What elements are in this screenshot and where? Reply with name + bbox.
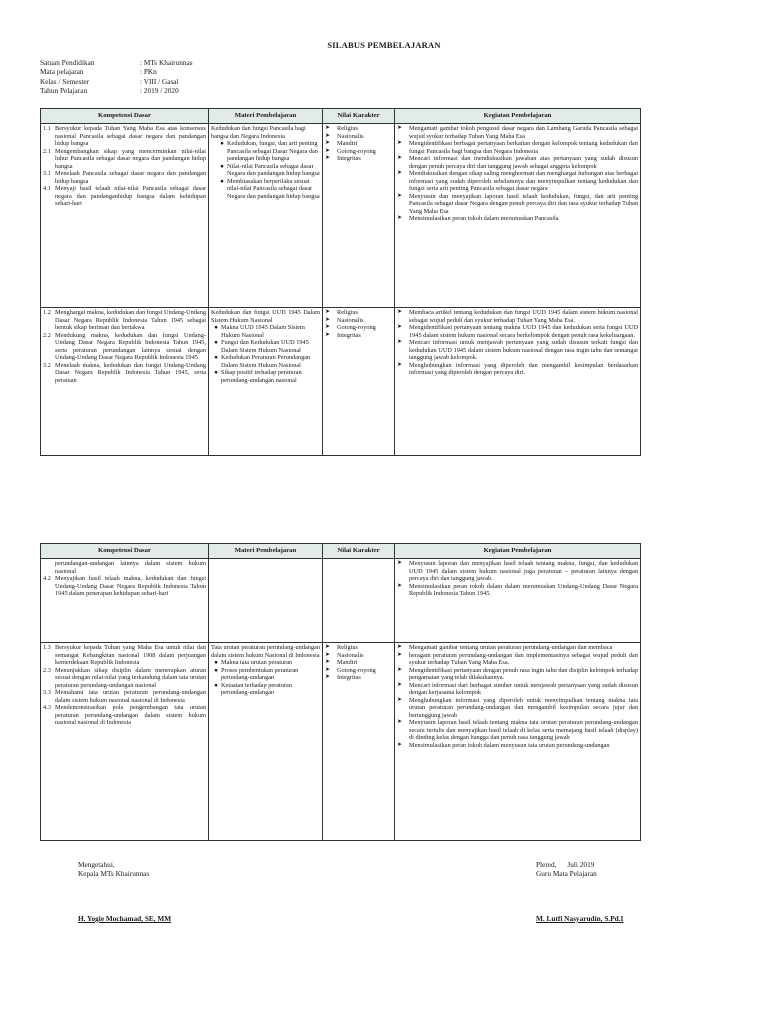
nilai-cell xyxy=(323,124,395,308)
kegiatan-item xyxy=(397,719,638,742)
nilai-text: Religius xyxy=(337,309,358,316)
materi-text: Fungsi dan Kedudukan UUD 1945 Dalam Sistem Hukum Nasional xyxy=(221,339,309,354)
kd-text: Menunjukkan sikap disiplin dalam menerapkan aturan sesuai dengan nilai-nilai yang terkandung dalam tata urutan peraturan perundang-undangan nasional xyxy=(55,666,206,689)
page-title: SILABUS PEMBELAJARAN xyxy=(327,40,441,50)
materi-text: Nilai-nilai Pancasila sebagai dasar Negara dan pandangan hidup bangsa xyxy=(227,162,320,177)
materi-text: Kedudukan, fungsi, dan arti penting Pancasila sebagai Dasar Negara dan pandangan hidup bangsa xyxy=(227,140,318,162)
signature-left-line1: Mengetahui, xyxy=(78,860,115,869)
kd-item xyxy=(43,362,206,385)
kegiatan-text: Mensimulasikan peran tokoh dalam dalam merumuskan Undang-Undang Dasar Negara Republik Indonesia Tahun 1945. xyxy=(409,582,638,597)
materi-text: Proses pembentukan peraturan perundang-undangan xyxy=(221,666,299,681)
kd-text: Mengembangkan sikap yang mencerminkan nilai-nilai luhur Pancasila sebagai dasar negara dan pandangan hidup bangsa xyxy=(55,147,206,170)
arrow-bullet-icon: ➤ xyxy=(397,651,403,658)
info-value: : VIII / Gasal xyxy=(140,76,179,86)
kegiatan-text: beragam peraturan perundang-undangan dan implementasinya sebagai wujud peduli dan syukur terhadap Tuhan Yang Maha Esa. xyxy=(409,651,638,666)
arrow-bullet-icon: ➤ xyxy=(397,125,403,131)
kegiatan-item xyxy=(397,644,638,652)
materi-text: Ketaatan terhadap peraturan perundang-undangan xyxy=(221,681,292,696)
table-row xyxy=(41,643,641,841)
arrow-bullet-icon: ➤ xyxy=(397,309,403,315)
nilai-item xyxy=(325,652,392,660)
nilai-text: Nasionalis xyxy=(337,316,364,324)
kd-continuation: perundangan-undangan lainnya dalam sistem hukum nasional xyxy=(55,560,206,575)
arrow-bullet-icon: ➤ xyxy=(397,170,403,176)
materi-intro: Tata urutan peraturan perundang-undangan dalam sistem hukum Nasional di Indonesia xyxy=(211,644,320,659)
info-value: : MTs Khairunnas xyxy=(140,58,193,67)
kd-cell xyxy=(41,308,209,456)
info-label: Mata pelajaran xyxy=(40,67,84,77)
kegiatan-cell xyxy=(395,559,641,643)
kegiatan-item xyxy=(397,682,638,697)
kegiatan-text: Mencari informasi untuk menjawab pertanyaan yang sudah disusun terkait fungsi dan kedudukan UUD 1945 dalam sistem hukum nasional dengan rasa ingin tahu dan semangat tanggung jawab kelompok. xyxy=(409,339,638,361)
kegiatan-cell xyxy=(395,308,641,456)
arrow-bullet-icon: ➤ xyxy=(397,560,403,566)
materi-bullet xyxy=(211,324,320,339)
materi-text: Membiasakan berperilaku sesuai nilai-nilai Pancasila sebagai dasar Negara dan pandangan hidup bangsa xyxy=(227,177,320,200)
kd-item xyxy=(43,309,206,332)
arrow-bullet-icon: ➤ xyxy=(397,140,403,146)
materi-text: Makna UUD 1945 Dalam Sistem Hukum Nasional xyxy=(221,324,305,339)
kd-item xyxy=(43,125,206,148)
kegiatan-text: Mengidentifikasi berbagai pertanyaan berkaitan dengan kelompok tentang kedudukan dan fungsi Pancasila bagi bangsa dan Negara Indonesia xyxy=(409,140,638,155)
nilai-text: Nasionalis xyxy=(337,651,364,659)
kegiatan-item xyxy=(397,309,638,324)
header-nilai-karakter: Nilai Karakter xyxy=(323,109,395,124)
info-row-mapel xyxy=(40,67,193,76)
kegiatan-item xyxy=(397,324,638,339)
kd-item xyxy=(43,667,206,690)
kd-number: 3.1 xyxy=(43,170,51,177)
arrow-bullet-icon: ➤ xyxy=(325,147,331,154)
header-kompetensi-dasar: Kompetensi Dasar xyxy=(41,544,209,559)
arrow-bullet-icon: ➤ xyxy=(325,155,331,161)
nilai-cell xyxy=(323,308,395,456)
info-label: Satuan Pendidikan xyxy=(40,58,95,67)
kegiatan-text: Menghubungkan informasi yang diperoleh dan mengambil kesimpulan berdasarkan informasi yang diperoleh dengan percaya diri. xyxy=(409,361,638,376)
arrow-bullet-icon: ➤ xyxy=(397,582,403,589)
nilai-item xyxy=(325,133,392,141)
kegiatan-item xyxy=(397,339,638,362)
kegiatan-text: Mencari informasi dan mendiskusikan jawaban atas pertanyaan yang sudah disusun dengan penuh percaya diri dan tanggung jawab sebagai anggota kelompok xyxy=(409,155,638,170)
kegiatan-item xyxy=(397,170,638,193)
nilai-item xyxy=(325,140,392,148)
signature-right xyxy=(536,860,597,879)
signature-right-line1: Plered, Juli 2019 xyxy=(536,860,595,869)
nilai-item xyxy=(325,659,392,667)
arrow-bullet-icon: ➤ xyxy=(397,666,403,673)
kegiatan-text: Membaca artikel tentang kedudukan dan fungsi UUD 1945 dalam sistem hukum nasional sebagai wujud peduli dan syukur terhadap Tuhan Yang Maha Esa. xyxy=(409,309,638,324)
kd-number: 3.2 xyxy=(43,361,51,369)
table-row xyxy=(41,559,641,643)
nilai-text: Religius xyxy=(337,125,358,132)
nilai-text: Integritas xyxy=(337,674,361,681)
kd-text: Memahami tata urutan peraturan perundang-undangan dalam sistem hukum nasional nasional di Indonesia xyxy=(55,689,206,704)
kd-item xyxy=(43,689,206,704)
kegiatan-item xyxy=(397,742,638,750)
kd-number: 2.2 xyxy=(43,331,51,339)
materi-bullet xyxy=(211,667,320,682)
kd-item xyxy=(43,575,206,598)
table-row xyxy=(41,308,641,456)
nilai-item xyxy=(325,317,392,325)
arrow-bullet-icon: ➤ xyxy=(397,215,403,221)
nilai-item xyxy=(325,324,392,332)
materi-bullet xyxy=(211,369,320,384)
nilai-text: Mandiri xyxy=(337,659,358,666)
kegiatan-text: Mengamati gambar tentang urutan peraturan perundang-undangan dan membaca xyxy=(409,644,613,651)
nilai-item xyxy=(325,667,392,675)
kegiatan-item xyxy=(397,125,638,140)
bullet-dot-icon: ● xyxy=(214,339,218,346)
nilai-item xyxy=(325,332,392,340)
kegiatan-item xyxy=(397,652,638,667)
syllabus-table-2 xyxy=(40,543,641,841)
bullet-dot-icon: ● xyxy=(214,324,218,331)
kd-cell xyxy=(41,559,209,643)
kegiatan-text: Menyusun laporan dan menyajikan hasil telaah tentang makna, fungsi, dan kedudukan UUD 1945 dalam sistem hukum nasional juga peraturan – peraturan lainnya dengan percaya diri dan tanggung jawab. xyxy=(409,560,638,582)
nilai-text: Nasionalis xyxy=(337,132,364,140)
kegiatan-text: Mengidentifikasi pertanyaan tentang makna UUD 1945 dan kedudukan serta fungsi UUD 1945 dalam sistem hukum nasional secara berkelompok dengan penuh rasa kekeluargaan. xyxy=(409,324,638,339)
nilai-item xyxy=(325,674,392,682)
header-kompetensi-dasar: Kompetensi Dasar xyxy=(41,109,209,124)
arrow-bullet-icon: ➤ xyxy=(397,719,403,725)
materi-text: Sikap positif terhadap peraturan perundang-undangan nasional xyxy=(221,369,302,384)
materi-bullet xyxy=(211,659,320,667)
teacher-name: M. Lutfi Nasyarudin, S.Pd.I xyxy=(536,914,624,923)
kd-number: 3.3 xyxy=(43,689,51,696)
kegiatan-cell xyxy=(395,643,641,841)
arrow-bullet-icon: ➤ xyxy=(325,316,331,323)
arrow-bullet-icon: ➤ xyxy=(397,155,403,161)
header-kegiatan: Kegiatan Pembelajaran xyxy=(395,544,641,559)
arrow-bullet-icon: ➤ xyxy=(325,651,331,658)
kegiatan-item xyxy=(397,215,638,223)
kd-number: 4.3 xyxy=(43,704,51,711)
arrow-bullet-icon: ➤ xyxy=(397,644,403,650)
materi-text: Kedudukan Peraturan Perundangan Dalam Sistem Hukum Nasional xyxy=(221,354,311,369)
kd-number: 1.2 xyxy=(43,309,51,316)
kd-item xyxy=(43,185,206,208)
materi-cell xyxy=(209,124,323,308)
signature-left-line2: Kepala MTs Khairunnas xyxy=(78,869,150,879)
materi-intro: Kedudukan dan fungsi UUD 1945 Dalam Sistem Hukum Nasional xyxy=(211,309,320,324)
bullet-dot-icon: ● xyxy=(214,666,218,674)
bullet-dot-icon: ● xyxy=(220,177,224,185)
arrow-bullet-icon: ➤ xyxy=(325,324,331,330)
kegiatan-text: Mengidentifikasi pertanyaan dengan penuh rasa ingin tahu dan disiplin kelompok terhadap pengamatan yang telah dilakukannya. xyxy=(409,666,638,681)
nilai-text: Gotong-royong xyxy=(337,324,376,331)
materi-bullet xyxy=(211,354,320,369)
arrow-bullet-icon: ➤ xyxy=(325,644,331,650)
nilai-cell xyxy=(323,559,395,643)
kd-number: 1.3 xyxy=(43,644,51,651)
kd-text: Menyaji hasil telaah nilai-nilai Pancasila sebagai dasar negara dan pandanganhidup bangsa dalam kehidupan sehari-hari xyxy=(55,185,206,207)
nilai-item xyxy=(325,155,392,163)
materi-bullet xyxy=(217,140,320,163)
kd-text: Menyajikan hasil telaah makna, kedudukan dan fungsi Undang-Undang Dasar Negara Republik Indonesia Tahun 1945 dalam penerapan kehidupan sehari-hari xyxy=(55,575,206,597)
nilai-text: Religius xyxy=(337,644,358,651)
kegiatan-text: Menyusun dan menyajikan laporan hasil telaah kedudukan, fungsi, dan arti penting Pancasila sebagai dasar Negara dengan penuh percaya diri dan rasa syukur terhadap Tuhan Yang Maha Esa xyxy=(409,192,638,215)
arrow-bullet-icon: ➤ xyxy=(325,674,331,680)
header-kegiatan: Kegiatan Pembelajaran xyxy=(395,109,641,124)
nilai-item xyxy=(325,148,392,156)
kegiatan-cell xyxy=(395,124,641,308)
kd-item xyxy=(43,644,206,667)
kegiatan-item xyxy=(397,140,638,155)
arrow-bullet-icon: ➤ xyxy=(325,659,331,665)
arrow-bullet-icon: ➤ xyxy=(397,192,403,199)
kegiatan-text: Menyusun laporan hasil telaah tentang makna tata urutan peraturan perundang-undangan secara tertulis dan menyajikan hasil telaah di kelas serta memajang hasil telaah (display) di dinding kelas dengan bangga dan penuh rasa tanggung jawab xyxy=(409,719,638,741)
kegiatan-text: Mensimulasikan peran tokoh dalam merumuskan Pancasila xyxy=(409,215,559,222)
arrow-bullet-icon: ➤ xyxy=(397,696,403,703)
nilai-text: Integritas xyxy=(337,331,361,339)
materi-cell xyxy=(209,308,323,456)
info-label: Tahun Pelajaran xyxy=(40,86,88,96)
arrow-bullet-icon: ➤ xyxy=(397,339,403,345)
kd-cell xyxy=(41,643,209,841)
info-value: : PKn xyxy=(140,67,157,77)
materi-list xyxy=(211,140,320,200)
info-row-tahun xyxy=(40,86,193,95)
table-header-row xyxy=(41,109,641,124)
kd-number: 1.1 xyxy=(43,125,51,132)
materi-list xyxy=(211,324,320,384)
nilai-cell xyxy=(323,643,395,841)
materi-bullet xyxy=(211,682,320,697)
kegiatan-item xyxy=(397,155,638,170)
kd-number: 2.1 xyxy=(43,147,51,155)
materi-cell xyxy=(209,559,323,643)
info-label: Kelas / Semester xyxy=(40,76,90,86)
bullet-dot-icon: ● xyxy=(214,681,218,689)
bullet-dot-icon: ● xyxy=(214,354,218,361)
kd-text: Bersyukur kepada Tuhan yang Maha Esa untuk nilai dan semangat Kebangkitan nasional 1908 dalam perjuangan kemerdekaan Republik Indonesia xyxy=(55,644,206,666)
kegiatan-text: Mengamati gambar tokoh pengusul dasar negara dan Lambang Garuda Pancasila sebagai wujud syukur terhadap Tuhan Yang Maha Esa xyxy=(409,125,638,140)
arrow-bullet-icon: ➤ xyxy=(325,309,331,315)
materi-bullet xyxy=(217,163,320,178)
kd-number: 4.1 xyxy=(43,185,51,192)
kd-cell xyxy=(41,124,209,308)
kd-text: Mendemonstrasikan pola pengembangan tata urutan peraturan perundang-undangan dalam sistem hukum nasional nasional di Indonesia xyxy=(55,704,206,726)
nilai-item xyxy=(325,125,392,133)
table-row xyxy=(41,124,641,308)
kegiatan-text: Mendiskusikan dengan sikap saling menghormati dan menghargai hubungan atas berbagai informasi yang sudah diperoleh sebelumnya dan menyimpulkan tentang kedudukan dan fungsi serta arti penting Pancasila sebagai dasar negara xyxy=(409,170,638,192)
kd-text: Menelaah makna, kedudukan dan fungsi Undang-Undang Dasar Negara Republik Indonesia Tahun 1945, serta peratuan xyxy=(55,361,206,384)
materi-list xyxy=(211,659,320,697)
kd-text: Bersyukur kepada Tuhan Yang Maha Esa atas konsensus nasional Pancasila sebagai dasar negara dan pandangan hidup bangsa xyxy=(55,125,206,147)
arrow-bullet-icon: ➤ xyxy=(397,324,403,330)
arrow-bullet-icon: ➤ xyxy=(325,132,331,139)
signature-right-line2: Guru Mata Pelajaran xyxy=(536,869,597,879)
nilai-item xyxy=(325,644,392,652)
kd-item xyxy=(43,148,206,171)
kd-item xyxy=(43,332,206,362)
nilai-item xyxy=(325,309,392,317)
headmaster-name: H. Yogie Mochamad, SE, MM xyxy=(78,914,172,923)
kd-text: Menelaah Pancasila sebagai dasar negara dan pandangan hidup bangsa xyxy=(55,170,206,185)
header-materi: Materi Pembelajaran xyxy=(209,109,323,124)
kd-item xyxy=(43,170,206,185)
kegiatan-item xyxy=(397,583,638,598)
bullet-dot-icon: ● xyxy=(214,369,218,376)
kegiatan-item xyxy=(397,667,638,682)
kegiatan-item xyxy=(397,362,638,377)
info-row-kelas xyxy=(40,77,193,86)
arrow-bullet-icon: ➤ xyxy=(397,681,403,688)
signature-left xyxy=(78,860,149,879)
arrow-bullet-icon: ➤ xyxy=(325,140,331,146)
kegiatan-text: Mencari informasi dari berbagai sumber untuk menjawab pertanyaan yang sudah disusun dengan kerjasama kelompok xyxy=(409,681,638,696)
nilai-text: Gotong-royong xyxy=(337,666,376,674)
table-header-row xyxy=(41,544,641,559)
materi-bullet xyxy=(217,178,320,201)
kd-text: Menghargai makna, kedudukan dan fungsi Undang-Undang Dasar Negara Republik Indonesia Tahun 1945 sebagai bentuk sikap beriman dan bertakwa xyxy=(55,309,206,331)
kd-item xyxy=(43,704,206,727)
materi-text: Makna tata urutan peraturan xyxy=(221,659,293,666)
materi-intro: Kedudukan dan fungsi Pancasila bagi bangsa dan Negara Indonesia xyxy=(211,125,306,140)
kegiatan-item xyxy=(397,697,638,720)
kegiatan-item xyxy=(397,193,638,216)
header-nilai-karakter: Nilai Karakter xyxy=(323,544,395,559)
kd-number: 2.3 xyxy=(43,666,51,674)
arrow-bullet-icon: ➤ xyxy=(325,666,331,673)
identity-block xyxy=(40,58,193,96)
kd-text: Mendukung makna, kedudukan dan fungsi Undang-Undang Dasar Negara Republik Indonesia Tahun 1945, serta peraturan perundangan lainnya sesuai dengan Undang-Undang Dasar Negara Republik Indonesia 1945 xyxy=(55,331,206,361)
materi-cell xyxy=(209,643,323,841)
nilai-text: Integritas xyxy=(337,155,361,162)
info-value: : 2019 / 2020 xyxy=(140,86,179,96)
kegiatan-text: Menghubungkan informasi yang diperoleh untuk menyimpulkan tentang makna tata urutan peraturan perundang-undangan dan mengambil kesimpulan secara jujur dan bertanggung jawab xyxy=(409,696,638,719)
arrow-bullet-icon: ➤ xyxy=(325,331,331,338)
header-materi: Materi Pembelajaran xyxy=(209,544,323,559)
kd-number: 4.2 xyxy=(43,575,51,582)
kegiatan-text: Mensimulasikan peran tokoh dalam menyusun tata urutan perundang-undangan xyxy=(409,741,610,749)
bullet-dot-icon: ● xyxy=(220,162,224,170)
arrow-bullet-icon: ➤ xyxy=(397,741,403,748)
nilai-text: Gotong-royong xyxy=(337,147,376,155)
nilai-text: Mandiri xyxy=(337,140,358,147)
info-row-satuan xyxy=(40,58,193,67)
bullet-dot-icon: ● xyxy=(220,140,224,147)
syllabus-table-1 xyxy=(40,108,641,456)
arrow-bullet-icon: ➤ xyxy=(397,361,403,368)
kegiatan-item xyxy=(397,560,638,583)
arrow-bullet-icon: ➤ xyxy=(325,125,331,131)
materi-bullet xyxy=(211,339,320,354)
bullet-dot-icon: ● xyxy=(214,659,218,666)
